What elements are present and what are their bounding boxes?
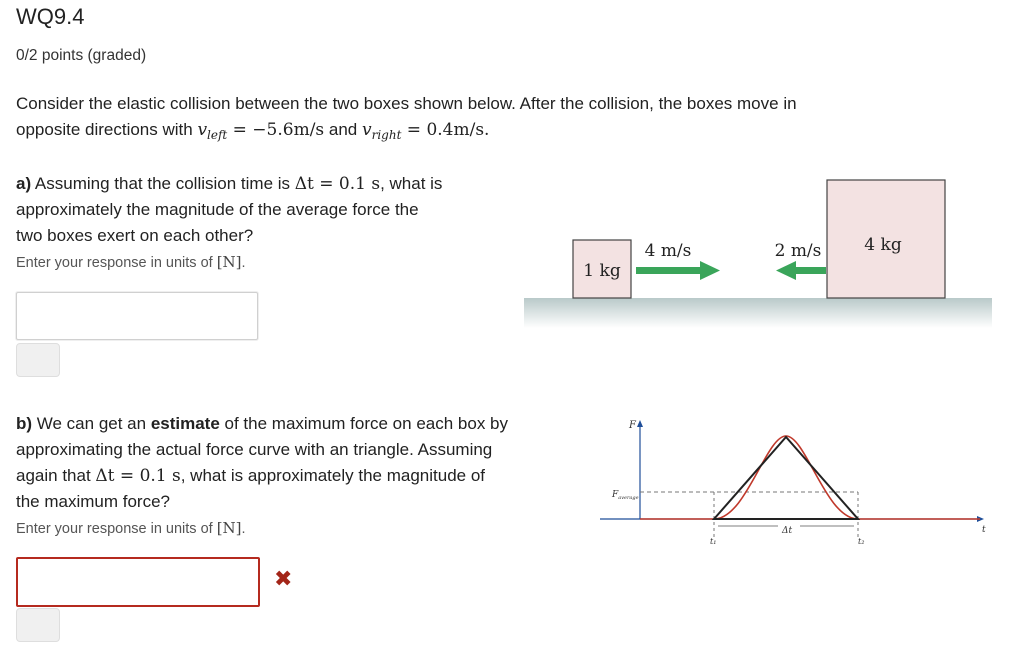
y-axis-arrow-icon [637,420,643,427]
floor [524,298,992,328]
part-b-units-hint: Enter your response in units of [N]. [16,519,246,537]
v-right-math: $v_{right} = 0.4m/s$. [361,120,490,142]
part-b-answer-input[interactable] [16,557,260,607]
part-b-submit-button[interactable] [16,608,60,642]
question-title: WQ9.4 [16,4,85,29]
part-a-answer-input[interactable] [16,292,258,340]
part-a-units-hint: Enter your response in units of [N]. [16,253,246,271]
part-b-line-1: b) We can get an estimate of the maximum force on each box by [16,414,508,433]
points-status: 0/2 points (graded) [16,47,147,64]
part-b-line-2: approximating the actual force curve with an triangle. Assuming [16,440,493,459]
delta-t-label: Δt [782,526,793,536]
question-intro [16,91,976,148]
v-left-math: $v_{left} = -5.6m/s$ [197,120,325,142]
left-arrow-icon [776,261,826,280]
part-a-line-2: approximately the magnitude of the average force the [16,200,419,219]
y-axis-label: F [629,420,636,431]
incorrect-x-icon: ✖ [274,566,293,591]
part-a-line-1: a) Assuming that the collision time is Δt = 0.1 s, what is [16,174,443,194]
collision-diagram [520,176,996,328]
intro-line-2 [16,117,976,148]
intro-and: and [324,120,362,139]
part-a-prompt [16,171,536,274]
force-time-graph [596,412,992,552]
x-axis-label: t [982,525,986,535]
t2-label: t₂ [858,537,865,546]
force-curve [714,436,858,519]
large-box-label: 4 kg [864,235,902,255]
t1-label: t₁ [710,537,717,546]
part-b-prompt [16,411,596,540]
favg-label: $F_{average}$ [612,490,639,501]
part-a-submit-button[interactable] [16,343,60,377]
large-box-speed: 2 m/s [774,241,822,261]
intro-text: opposite directions with [16,120,198,139]
intro-line-1: Consider the elastic collision between the two boxes shown below. After the collision, the boxes move in [16,94,797,113]
part-a-line-3: two boxes exert on each other? [16,226,254,245]
small-box-speed: 4 m/s [644,241,692,261]
part-b-line-4: the maximum force? [16,492,170,511]
right-arrow-icon [636,261,720,280]
part-b-line-3: again that Δt = 0.1 s, what is approximately the magnitude of [16,466,486,486]
small-box-label: 1 kg [583,261,621,281]
